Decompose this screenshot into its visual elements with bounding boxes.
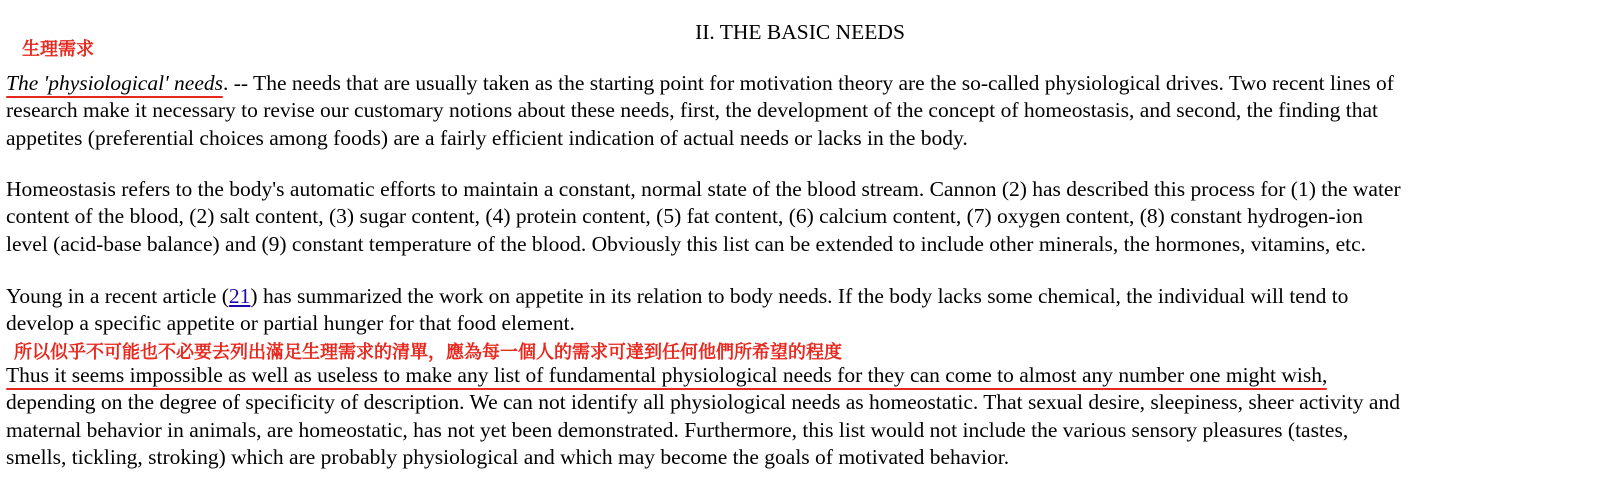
- paragraph-line: level (acid-base balance) and (9) constant temperature of the blood. Obviously this list can be extended to include other minerals, the hormones, vitamins, etc.: [6, 231, 1367, 256]
- paragraph-list-impossible: [6, 362, 1598, 471]
- paragraph-line: [6, 283, 1598, 310]
- annotation-list-impossible: 所以似乎不可能也不必要去列出滿足生理需求的清單，應為每一個人的需求可達到任何他們所希望的程度: [14, 342, 842, 363]
- paragraph-line: maternal behavior in animals, are homeostatic, has not yet been demonstrated. Furthermore, this list would not include the various sensory pleasures (tastes,: [6, 417, 1349, 442]
- paragraph-line: smells, tickling, stroking) which are probably physiological and which may become the goals of motivated behavior.: [6, 444, 1010, 469]
- paragraph-line: depending on the degree of specificity of description. We can not identify all physiological needs as homeostatic. That sexual desire, sleepiness, sheer activity and: [6, 390, 1400, 415]
- citation-link[interactable]: 21: [228, 284, 251, 308]
- underlined-sentence: Thus it seems impossible as well as useless to make any list of fundamental physiological needs for they can come to almost any number one might wish,: [6, 363, 1328, 387]
- paragraph-physiological-needs: [6, 70, 1598, 152]
- paragraph-text: . -- The needs that are usually taken as the starting point for motivation theory are the so-called physiological drives. Two recent lines of: [223, 71, 1394, 95]
- paragraph-appetite: [6, 283, 1598, 338]
- paragraph-line: develop a specific appetite or partial hunger for that food element.: [6, 311, 575, 336]
- physiological-needs-heading: The 'physiological' needs: [6, 71, 223, 95]
- section-title: II. THE BASIC NEEDS: [695, 20, 905, 44]
- paragraph-line: [6, 70, 1598, 97]
- paragraph-line: [6, 362, 1598, 389]
- paragraph-text: ) has summarized the work on appetite in its relation to body needs. If the body lacks some chemical, the individual will tend to: [250, 284, 1349, 308]
- paragraph-line: Homeostasis refers to the body's automatic efforts to maintain a constant, normal state of the blood stream. Cannon (2) has described this process for (1) the water: [6, 177, 1401, 201]
- paragraph-homeostasis: [6, 176, 1598, 258]
- paragraph-line: research make it necessary to revise our customary notions about these needs, first, the development of the concept of homeostasis, and second, the finding that: [6, 98, 1379, 123]
- paragraph-line: content of the blood, (2) salt content, (3) sugar content, (4) protein content, (5) fat content, (6) calcium content, (7) oxygen content, (8) constant hydrogen-ion: [6, 204, 1364, 229]
- annotation-physiological-needs: 生理需求: [22, 39, 94, 60]
- paragraph-text: Young in a recent article (: [6, 284, 229, 308]
- paragraph-line: appetites (preferential choices among foods) are a fairly efficient indication of actual needs or lacks in the body.: [6, 125, 968, 150]
